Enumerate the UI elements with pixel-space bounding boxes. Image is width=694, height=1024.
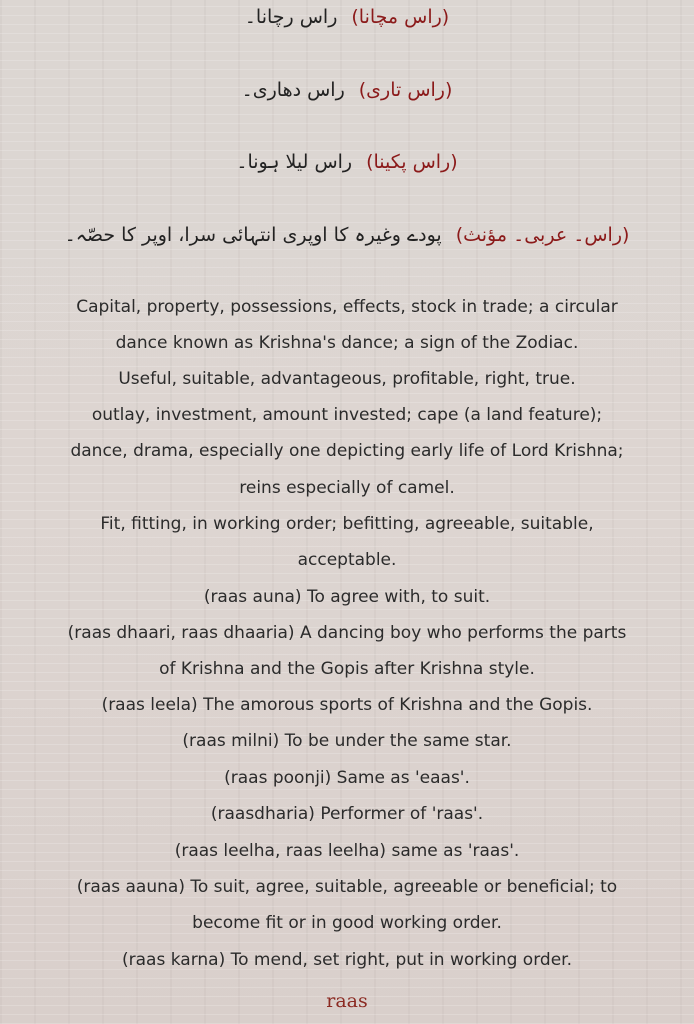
urdu-term-3: (راس پکینا) — [366, 151, 458, 173]
urdu-meaning-2: راس دھاری۔ — [241, 79, 345, 101]
definition-line-9: (raas auna) To agree with, to suit. — [203, 587, 491, 607]
urdu-meaning-3: راس لیلا ہونا۔ — [236, 151, 353, 173]
definition-line-7: Fit, fitting, in working order; befitting, agreeable, suitable, — [100, 514, 594, 534]
urdu-term-4: (راس۔ عربی۔ مؤنث) — [455, 224, 630, 246]
definition-line-4: outlay, investment, amount invested; cape (a land feature); — [91, 405, 603, 425]
definition-line-2: dance known as Krishna's dance; a sign of the Zodiac. — [115, 333, 579, 353]
definition-line-19: (raas karna) To mend, set right, put in working order. — [122, 950, 572, 970]
definition-line-8: acceptable. — [297, 550, 397, 570]
definition-line-3: Useful, suitable, advantageous, profitable, right, true. — [118, 369, 576, 389]
urdu-entry-2 — [0, 79, 694, 101]
definition-line-18: become fit or in good working order. — [192, 913, 502, 933]
definition-line-1: Capital, property, possessions, effects, stock in trade; a circular — [76, 297, 618, 317]
definition-line-17: (raas aauna) To suit, agree, suitable, agreeable or beneficial; to — [76, 877, 618, 897]
definition-line-11: of Krishna and the Gopis after Krishna style. — [159, 659, 535, 679]
definition-line-14: (raas poonji) Same as 'eaas'. — [224, 768, 470, 788]
urdu-entry-3 — [0, 151, 694, 173]
definition-line-5: dance, drama, especially one depicting early life of Lord Krishna; — [70, 441, 624, 461]
footer-word: raas — [326, 990, 368, 1012]
urdu-meaning-4: پودے وغیرہ کا اوپری انتہائی سرا، اوپر کا حصّہ۔ — [64, 224, 442, 246]
urdu-meaning-1: راس رچانا۔ — [244, 6, 338, 28]
definition-line-13: (raas milni) To be under the same star. — [182, 731, 512, 751]
urdu-entry-1 — [0, 6, 694, 28]
urdu-term-2: (راس تاری) — [358, 79, 453, 101]
urdu-term-1: (راس مچانا) — [351, 6, 450, 28]
urdu-entry-4 — [0, 224, 694, 246]
definition-line-15: (raasdharia) Performer of 'raas'. — [210, 804, 484, 824]
definition-line-16: (raas leelha, raas leelha) same as 'raas'. — [174, 841, 520, 861]
definition-line-10: (raas dhaari, raas dhaaria) A dancing boy who performs the parts — [67, 623, 627, 643]
definition-line-6: reins especially of camel. — [239, 478, 455, 498]
definition-line-12: (raas leela) The amorous sports of Krishna and the Gopis. — [101, 695, 593, 715]
